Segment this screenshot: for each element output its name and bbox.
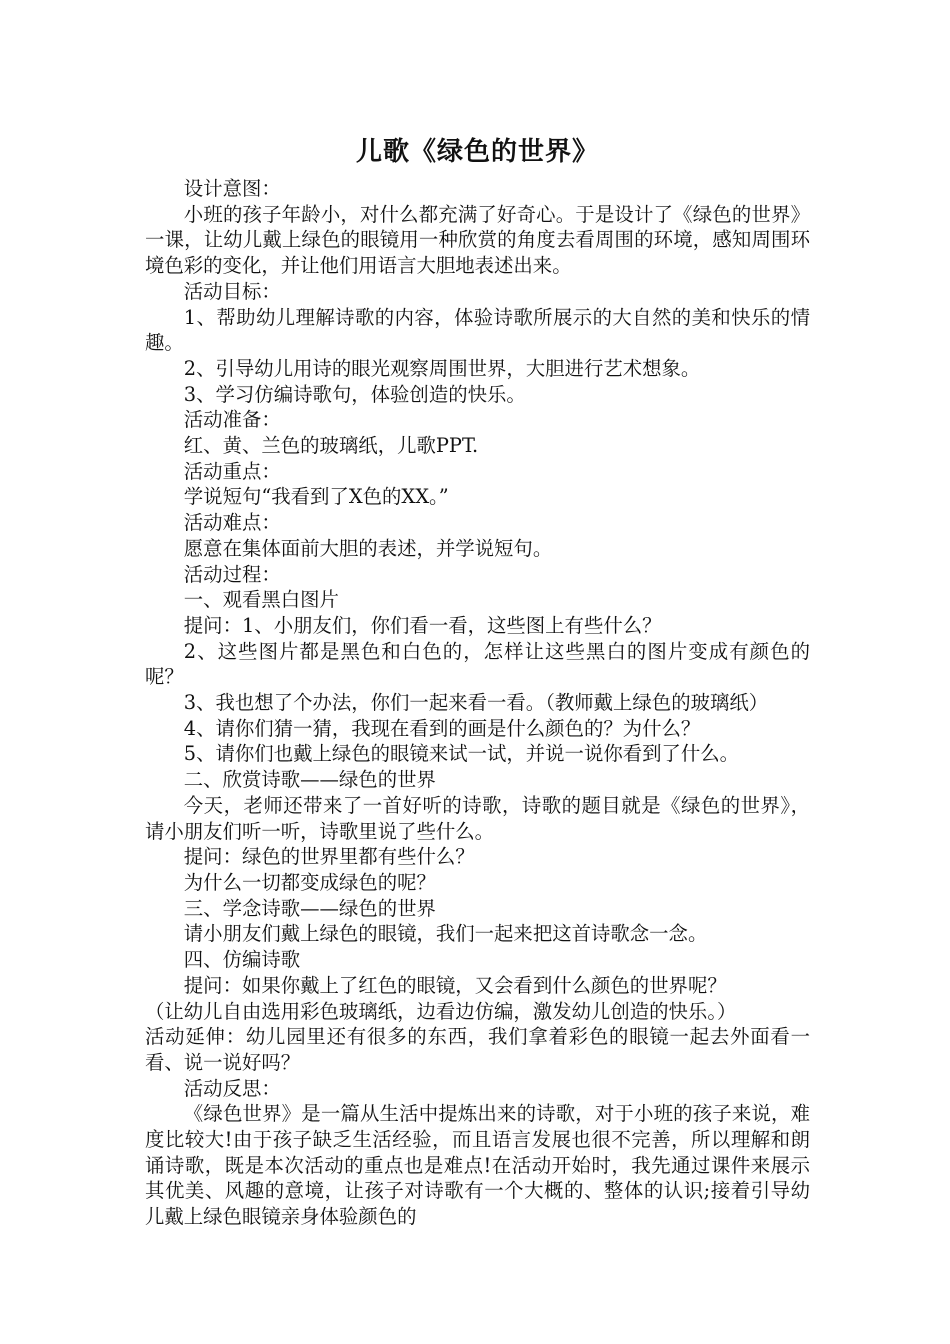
paragraph-question-4: 4、请你们猜一猜，我现在看到的画是什么颜色的？为什么？	[183, 716, 701, 740]
paragraph-extension: 活动延伸：幼儿园里还有很多的东西，我们拿着彩色的眼镜一起去外面看一看、说一说好吗？	[145, 1025, 810, 1074]
paragraph-goal-3: 3、学习仿编诗歌句，体验创造的快乐。	[183, 382, 526, 406]
paragraph-process-heading: 活动过程：	[183, 562, 281, 586]
paragraph-goal-2: 2、引导幼儿用诗的眼光观察周围世界，大胆进行艺术想象。	[183, 356, 701, 380]
paragraph-step-1-heading: 一、观看黑白图片	[183, 588, 339, 612]
paragraph-reflection: 《绿色世界》是一篇从生活中提炼出来的诗歌，对于小班的孩子来说，难度比较大!由于孩子缺乏生活经验，而且语言发展也很不完善，所以理解和朗诵诗歌，既是本次活动的重点也是难点!在活动开始时，我先通过课件来展示其优美、风趣的意境，让孩子对诗歌有一个大概的、整体的认识;接着引导幼儿戴上绿色眼镜亲身体验颜色的	[145, 1102, 810, 1229]
paragraph-goals-heading: 活动目标：	[183, 279, 281, 303]
paragraph-question-2: 2、这些图片都是黑色和白色的，怎样让这些黑白的图片变成有颜色的呢？	[145, 639, 810, 689]
paragraph-step-2-heading: 二、欣赏诗歌——绿色的世界	[183, 768, 436, 792]
paragraph-focus: 学说短句“我看到了X色的XX。”	[183, 485, 449, 509]
document-title: 儿歌《绿色的世界》	[355, 137, 599, 167]
paragraph-goal-1: 1、帮助幼儿理解诗歌的内容，体验诗歌所展示的大自然的美和快乐的情趣。	[145, 305, 810, 355]
paragraph-design-intent-heading: 设计意图：	[183, 177, 281, 200]
paragraph-design-intent: 小班的孩子年龄小，对什么都充满了好奇心。于是设计了《绿色的世界》一课，让幼儿戴上绿色的眼镜用一种欣赏的角度去看周围的环境，感知周围环境色彩的变化，并让他们用语言大胆地表述出来。	[145, 202, 810, 278]
paragraph-step-2-question-1: 提问：绿色的世界里都有些什么？	[183, 845, 475, 869]
paragraph-step-2-intro: 今天，老师还带来了一首好听的诗歌，诗歌的题目就是《绿色的世界》，请小朋友们听一听，诗歌里说了些什么。	[145, 793, 810, 843]
paragraph-question-1: 提问：1、小朋友们，你们看一看，这些图上有些什么？	[183, 613, 662, 637]
paragraph-question-5: 5、请你们也戴上绿色的眼镜来试一试，并说一说你看到了什么。	[183, 742, 740, 766]
paragraph-focus-heading: 活动重点：	[183, 459, 281, 483]
paragraph-step-4-note: （让幼儿自由选用彩色玻璃纸，边看边仿编，激发幼儿创造的快乐。）	[145, 999, 737, 1023]
paragraph-difficulty-heading: 活动难点：	[183, 511, 281, 535]
paragraph-step-3-body: 请小朋友们戴上绿色的眼镜，我们一起来把这首诗歌念一念。	[183, 922, 708, 946]
paragraph-step-4-question: 提问：如果你戴上了红色的眼镜，又会看到什么颜色的世界呢？	[183, 973, 727, 997]
paragraph-step-3-heading: 三、学念诗歌——绿色的世界	[183, 896, 436, 920]
paragraph-step-4-heading: 四、仿编诗歌	[183, 948, 301, 972]
paragraph-preparation: 红、黄、兰色的玻璃纸，儿歌PPT.	[183, 434, 479, 458]
document-body	[145, 176, 810, 1230]
paragraph-difficulty: 愿意在集体面前大胆的表述，并学说短句。	[183, 536, 553, 560]
paragraph-reflection-heading: 活动反思：	[183, 1076, 281, 1100]
document-page	[145, 128, 810, 1230]
paragraph-question-3: 3、我也想了个办法，你们一起来看一看。（教师戴上绿色的玻璃纸）	[183, 691, 769, 715]
paragraph-preparation-heading: 活动准备：	[183, 408, 281, 432]
paragraph-step-2-question-2: 为什么一切都变成绿色的呢？	[183, 870, 436, 894]
